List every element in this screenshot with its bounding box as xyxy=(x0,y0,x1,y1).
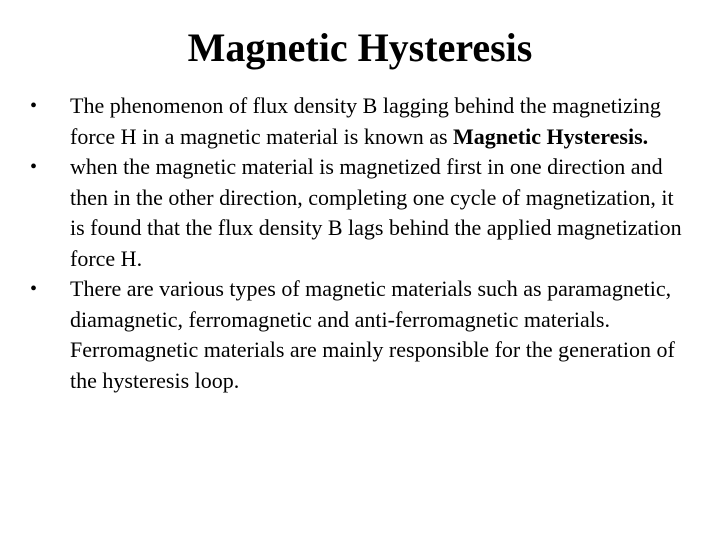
bullet-text: when the magnetic material is magnetized first in one direction and then in the other direction, completing one cycle of magnetization, it is found that the flux density B lags behind the applied magnetization force H. xyxy=(70,154,682,271)
bullet-emphasis: Magnetic Hysteresis. xyxy=(453,123,649,149)
bullet-list xyxy=(30,91,690,396)
slide-title: Magnetic Hysteresis xyxy=(187,25,533,70)
bullet-text: There are various types of magnetic materials such as paramagnetic, diamagnetic, ferromagnetic and anti-ferromagnetic materials. Ferromagnetic materials are mainly responsible for the generation of the hysteresis loop. xyxy=(70,276,675,393)
bullet-text: The phenomenon of flux density B lagging behind the magnetizing force H in a magnetic material is known as xyxy=(70,93,661,149)
bullet-icon: • xyxy=(30,95,38,117)
bullet-icon: • xyxy=(30,278,38,300)
bullet-item xyxy=(30,152,690,274)
bullet-icon: • xyxy=(30,156,38,178)
bullet-item xyxy=(30,274,690,396)
bullet-item xyxy=(30,91,690,152)
